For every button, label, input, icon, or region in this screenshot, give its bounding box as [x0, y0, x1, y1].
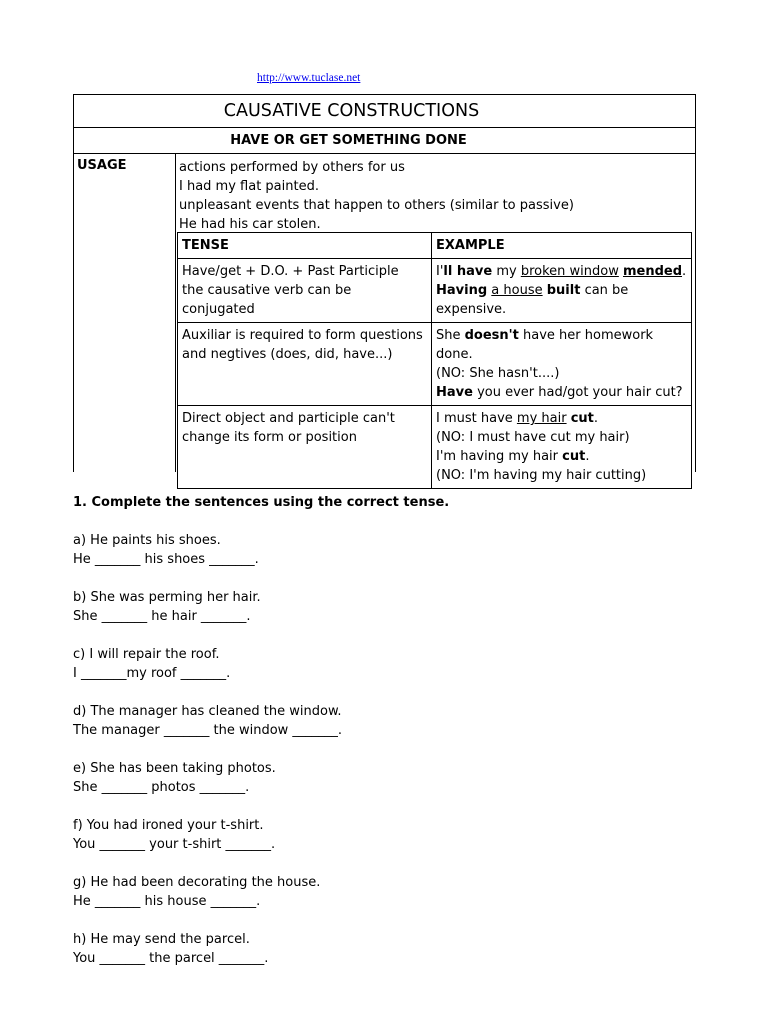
exercise-prompt: f) You had ironed your t-shirt.	[73, 818, 264, 833]
tense-cell: Direct object and participle can't change its form or position	[178, 406, 432, 489]
exercise-prompt: h) He may send the parcel.	[73, 932, 250, 947]
exercise-answer-line: He _______ his house _______.	[73, 894, 261, 909]
exercise-prompt: e) She has been taking photos.	[73, 761, 276, 776]
usage-label: USAGE	[77, 158, 127, 173]
usage-description	[179, 158, 574, 234]
tense-header: TENSE	[178, 233, 432, 259]
exercise-prompt: b) She was perming her hair.	[73, 590, 261, 605]
exercise-item	[73, 930, 449, 968]
usage-line: I had my flat painted.	[179, 179, 319, 194]
exercise-prompt: c) I will repair the roof.	[73, 647, 220, 662]
tense-cell: Have/get + D.O. + Past Participle the causative verb can be conjugated	[178, 259, 432, 323]
table-header-row	[178, 233, 692, 259]
usage-line: unpleasant events that happen to others (similar to passive)	[179, 198, 574, 213]
example-cell: She doesn't have her homework done. (NO: She hasn't....) Have you ever had/got your hair cut?	[432, 323, 692, 406]
tense-cell: Auxiliar is required to form questions and negtives (does, did, have...)	[178, 323, 432, 406]
table-row	[178, 323, 692, 406]
tense-example-table	[177, 232, 692, 489]
exercise-heading: 1. Complete the sentences using the correct tense.	[73, 495, 450, 510]
example-cell: I'll have my broken window mended. Having a house built can be expensive.	[432, 259, 692, 323]
usage-line: actions performed by others for us	[179, 160, 405, 175]
exercise-answer-line: She _______ he hair _______.	[73, 609, 251, 624]
exercise-prompt: a) He paints his shoes.	[73, 533, 221, 548]
section-subtitle: HAVE OR GET SOMETHING DONE	[73, 127, 696, 154]
page-title: CAUSATIVE CONSTRUCTIONS	[73, 94, 696, 128]
usage-line: He had his car stolen.	[179, 217, 321, 232]
causative-table	[73, 94, 696, 483]
exercise-section	[73, 493, 449, 987]
exercise-item	[73, 873, 449, 911]
exercise-answer-line: She _______ photos _______.	[73, 780, 250, 795]
example-header: EXAMPLE	[432, 233, 692, 259]
exercise-item	[73, 702, 449, 740]
right-border	[695, 153, 696, 472]
exercise-prompt: d) The manager has cleaned the window.	[73, 704, 342, 719]
usage-top-line	[175, 153, 696, 154]
exercise-item	[73, 816, 449, 854]
exercise-item	[73, 531, 449, 569]
exercise-prompt: g) He had been decorating the house.	[73, 875, 321, 890]
example-cell: I must have my hair cut. (NO: I must have cut my hair) I'm having my hair cut. (NO: I'm having my hair cutting)	[432, 406, 692, 489]
exercise-answer-line: You _______ the parcel _______.	[73, 951, 269, 966]
table-row	[178, 259, 692, 323]
exercise-answer-line: You _______ your t-shirt _______.	[73, 837, 276, 852]
exercise-answer-line: I _______my roof _______.	[73, 666, 231, 681]
exercise-answer-line: He _______ his shoes _______.	[73, 552, 259, 567]
left-border	[73, 153, 74, 472]
exercise-item	[73, 759, 449, 797]
column-divider	[175, 153, 176, 472]
exercise-answer-line: The manager _______ the window _______.	[73, 723, 343, 738]
website-link[interactable]: http://www.tuclase.net	[257, 72, 361, 84]
exercise-item	[73, 645, 449, 683]
table-row	[178, 406, 692, 489]
exercise-item	[73, 588, 449, 626]
